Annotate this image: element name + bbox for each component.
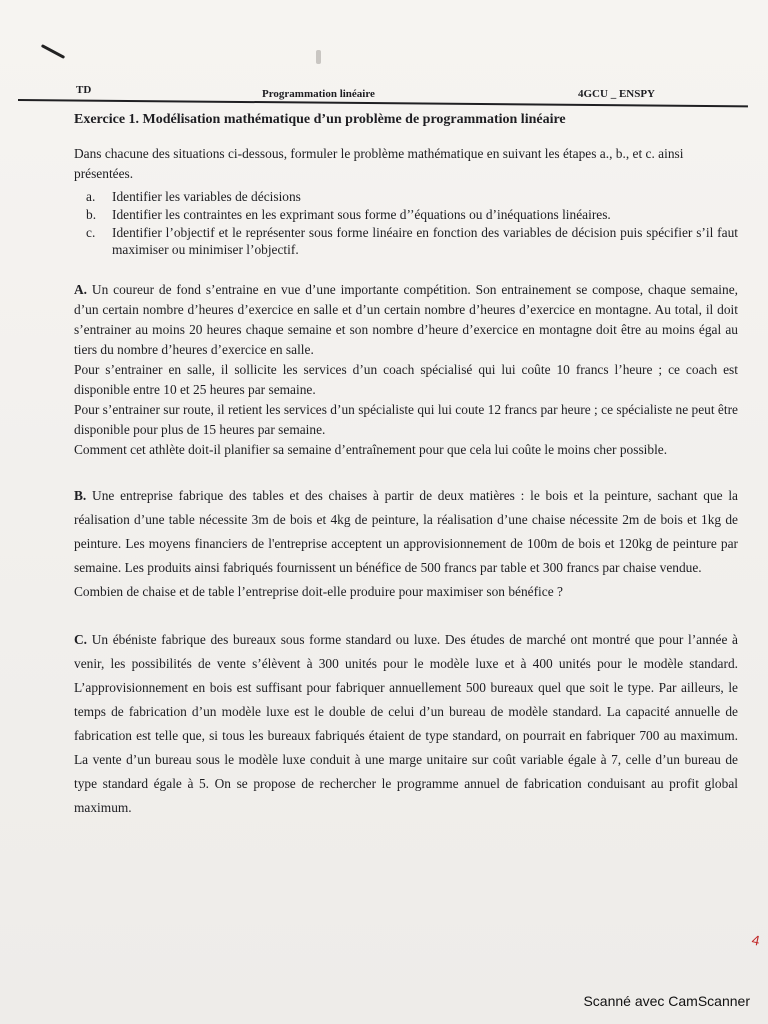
problem-c-text-1: Un ébéniste fabrique des bureaux sous forme standard ou luxe. Des études de marché ont montré que pour l’année à venir, les possibilités de vente s’élèvent à 300 unités pour le modèle luxe et à 400 unités pour le modèle standard. L’approvisionnement en bois est suffisant pour fabriquer annuellement 500 bureaux quel que soit le type. Par ailleurs, le temps de fabrication d’un modèle luxe est le double de celui d’un bureau de modèle standard. La capacité annuelle de fabrication est telle que, si tous les bureaux fabriqués étaient de type standard, on pourrait en fabriquer 700 au maximum. La vente d’un bureau sous le modèle luxe conduit à une marge unitaire sur coût variable égale à 7, celle d’un bureau de type standard égale à 5. On se propose de rechercher le programme annuel de fabrication conduisant au profit global maximum.	[74, 632, 738, 815]
header-left: TD	[76, 84, 92, 96]
problem-b-paragraph-2: Combien de chaise et de table l’entreprise doit-elle produire pour maximiser son bénéfice ?	[74, 584, 563, 599]
problem-c	[74, 628, 738, 820]
exercise-title: Exercice 1. Modélisation mathématique d’un problème de programmation linéaire	[74, 112, 566, 127]
step-item	[86, 206, 738, 223]
step-item	[86, 188, 738, 205]
exercise-intro: Dans chacune des situations ci-dessous, formuler le problème mathématique en suivant les étapes a., b., et c. ainsi présentées.	[74, 146, 684, 181]
problem-b-text-1: Une entreprise fabrique des tables et des chaises à partir de deux matières : le bois et la peinture, sachant que la réalisation d’une table nécessite 3m de bois et 4kg de peinture, la réalisation d’une chaise nécessite 2m de bois et 1kg de peinture. Les moyens financiers de l'entreprise acceptent un approvisionnement de 100m de bois et 120kg de peinture par semaine. Les produits ainsi fabriqués fournissent un bénéfice de 500 francs par table et 300 francs par chaise vendue.	[74, 488, 738, 575]
step-text: Identifier les variables de décisions	[112, 189, 301, 204]
problem-c-label: C.	[74, 632, 88, 647]
header-center: Programmation linéaire	[262, 88, 375, 100]
problem-b-label: B.	[74, 488, 87, 503]
problem-a-text-1: Un coureur de fond s’entraine en vue d’une importante compétition. Son entrainement se compose, chaque semaine, d’un certain nombre d’heures d’exercice en salle et d’un certain nombre d’heures d’exercice en montagne. Au total, il doit s’entrainer au moins 20 heures chaque semaine et son nombre d’heure d’exercice en montagne doit être au moins égal au tiers du nombre d’heures d’exercice en salle.	[74, 282, 738, 357]
step-letter: c.	[86, 225, 96, 240]
step-item	[86, 224, 738, 258]
problem-a-paragraph-2: Pour s’entrainer en salle, il sollicite les services d’un coach spécialisé qui lui coûte 10 francs l’heure ; ce coach est disponible entre 10 et 25 heures par semaine.	[74, 362, 738, 397]
document-body	[74, 110, 738, 820]
step-text: Identifier l’objectif et le représenter sous forme linéaire en fonction des variables de décision puis spécifier s’il faut maximiser ou minimiser l’objectif.	[112, 225, 738, 257]
step-text: Identifier les contraintes en les exprimant sous forme d’’équations ou d’inéquations linéaires.	[112, 207, 611, 222]
problem-a-paragraph-4: Comment cet athlète doit-il planifier sa semaine d’entraînement pour que cela lui coûte le moins cher possible.	[74, 442, 668, 457]
steps-list	[74, 188, 738, 258]
margin-mark: 4	[750, 931, 762, 949]
problem-c-paragraph-1	[74, 628, 738, 820]
problem-a-label: A.	[74, 282, 88, 297]
step-letter: a.	[86, 189, 96, 204]
problem-b-paragraph-1	[74, 484, 738, 580]
scan-artifact	[316, 50, 321, 64]
problem-b	[74, 484, 738, 604]
problem-a-paragraph-3: Pour s’entrainer sur route, il retient les services d’un spécialiste qui lui coute 12 francs par heure ; ce spécialiste ne peut être disponible pour plus de 15 heures par semaine.	[74, 402, 738, 437]
problem-a	[74, 280, 738, 460]
header-right: 4GCU _ ENSPY	[578, 88, 656, 100]
problem-a-paragraph-1	[74, 280, 738, 360]
scanner-watermark: Scanné avec CamScanner	[583, 993, 750, 1009]
pen-mark-icon	[41, 44, 65, 59]
step-letter: b.	[86, 207, 97, 222]
